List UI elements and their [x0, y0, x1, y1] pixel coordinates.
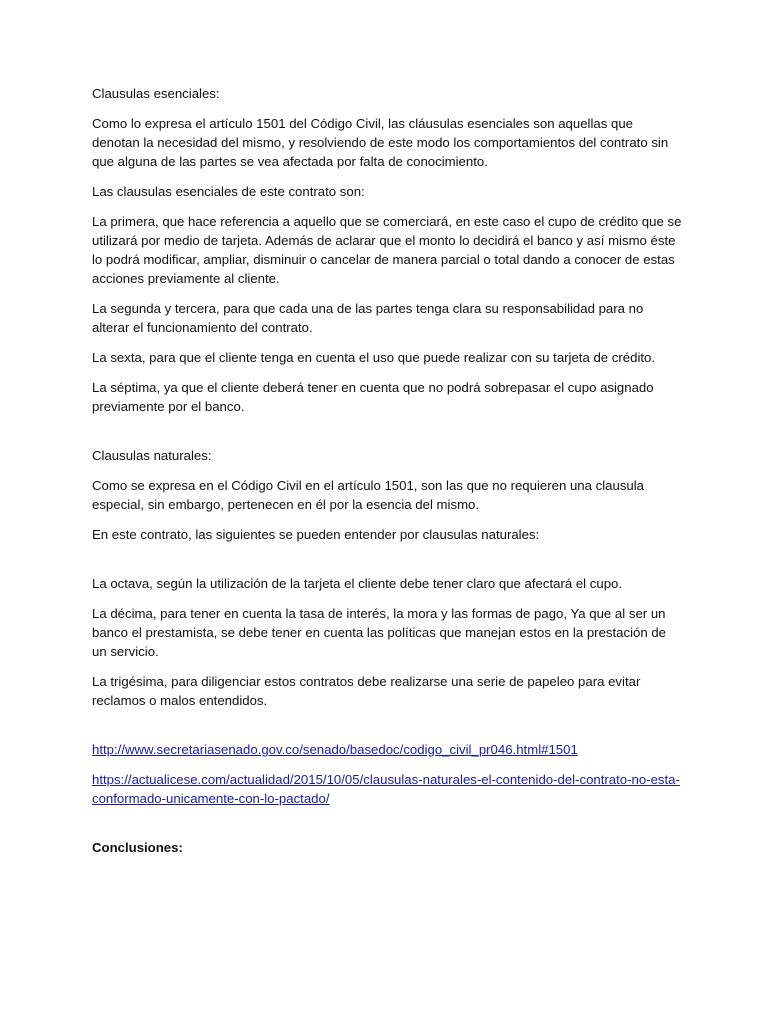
document-page [92, 84, 682, 868]
paragraph-clausula-decima: La décima, para tener en cuenta la tasa de interés, la mora y las formas de pago, Ya que al ser un banco el prestamista, se debe tener en cuenta las políticas que manejan estos en la prestación de un servicio. [92, 606, 667, 659]
paragraph-clausula-octava: La octava, según la utilización de la tarjeta el cliente debe tener claro que afectará el cupo. [92, 576, 623, 591]
blank-line [92, 427, 682, 446]
paragraph-clausula-septima: La séptima, ya que el cliente deberá tener en cuenta que no podrá sobrepasar el cupo asignado previamente por el banco. [92, 380, 654, 414]
blank-line [92, 721, 682, 740]
section-heading-esenciales: Clausulas esenciales: [92, 86, 220, 101]
paragraph-clausula-sexta: La sexta, para que el cliente tenga en cuenta el uso que puede realizar con su tarjeta de crédito. [92, 350, 656, 365]
paragraph-esenciales-lead: Las clausulas esenciales de este contrato son: [92, 184, 365, 199]
paragraph-naturales-lead: En este contrato, las siguientes se pueden entender por clausulas naturales: [92, 527, 540, 542]
link-secretaria-senado[interactable]: http://www.secretariasenado.gov.co/senado/basedoc/codigo_civil_pr046.html#1501 [92, 742, 578, 757]
paragraph-clausula-segunda-tercera: La segunda y tercera, para que cada una de las partes tenga clara su responsabilidad para no alterar el funcionamiento del contrato. [92, 301, 644, 335]
section-heading-naturales: Clausulas naturales: [92, 448, 212, 463]
blank-line [92, 555, 682, 574]
link-actualicese[interactable]: https://actualicese.com/actualidad/2015/10/05/clausulas-naturales-el-contenido-del-contrato-no-esta-conformado-unicamente-con-lo-pactado/ [92, 772, 680, 806]
paragraph-esenciales-intro: Como lo expresa el artículo 1501 del Código Civil, las cláusulas esenciales son aquellas que denotan la necesidad del mismo, y resolviendo de este modo los comportamientos del contrato sin que alguna de las partes se vea afectada por falta de conocimiento. [92, 116, 669, 169]
paragraph-naturales-intro: Como se expresa en el Código Civil en el artículo 1501, son las que no requieren una clausula especial, sin embargo, pertenecen en él por la esencia del mismo. [92, 478, 645, 512]
reference-link-paragraph [92, 770, 682, 808]
paragraph-clausula-primera: La primera, que hace referencia a aquello que se comerciará, en este caso el cupo de crédito que se utilizará por medio de tarjeta. Además de aclarar que el monto lo decidirá el banco y así mismo éste lo podrá modificar, ampliar, disminuir o cancelar de manera parcial o total dando a conocer de estas acciones previamente al cliente. [92, 214, 682, 286]
section-heading-conclusiones: Conclusiones: [92, 840, 183, 855]
blank-line [92, 819, 682, 838]
reference-link-paragraph [92, 740, 682, 759]
paragraph-clausula-trigesima: La trigésima, para diligenciar estos contratos debe realizarse una serie de papeleo para evitar reclamos o malos entendidos. [92, 674, 641, 708]
